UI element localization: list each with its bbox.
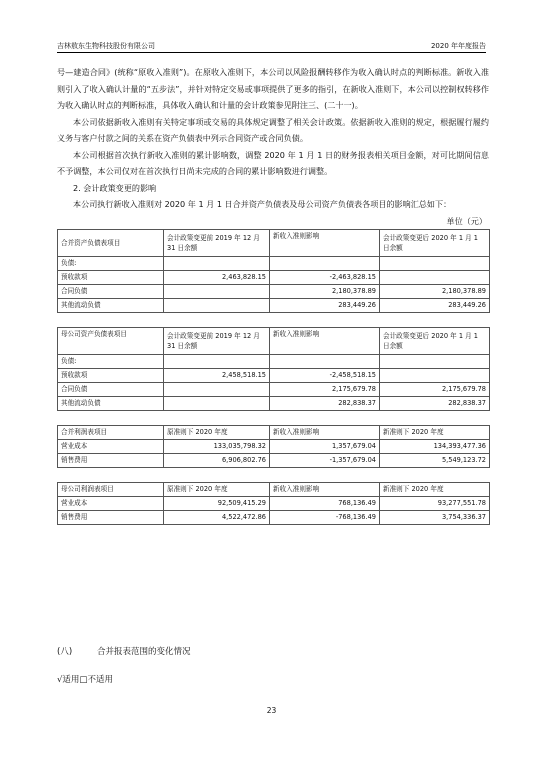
table-cell: 2,463,828.15	[164, 270, 270, 284]
table-row	[58, 396, 490, 410]
section-heading	[57, 645, 191, 657]
unit-label: 单位（元）	[446, 215, 487, 226]
table-row	[58, 439, 490, 453]
table-header-cell: 新收入准则影响	[270, 482, 380, 496]
table-cell: -1,357,679.04	[270, 453, 380, 467]
applicability-line: √适用□不适用	[57, 675, 113, 685]
table-header-cell: 会计政策变更前 2019 年 12 月 31 日余额	[164, 327, 270, 354]
table-row	[58, 354, 490, 368]
table-cell: 3,754,336.37	[380, 510, 490, 524]
parent-income-statement-table	[57, 482, 490, 525]
table-cell: -768,136.49	[270, 510, 380, 524]
table-cell	[380, 270, 490, 284]
table-header-cell: 新收入准则影响	[270, 327, 380, 354]
table-header-cell: 会计政策变更前 2019 年 12 月 31 日余额	[164, 229, 270, 256]
table-cell: 2,180,378.89	[270, 284, 380, 298]
page-number: 23	[266, 706, 277, 715]
table-cell	[380, 354, 490, 368]
intro-paragraph: 本公司执行新收入准则对 2020 年 1 月 1 日合并资产负债表及母公司资产负债表各项目的影响汇总如下：	[73, 199, 452, 209]
table-cell: -2,463,828.15	[270, 270, 380, 284]
table-cell: 营业成本	[58, 439, 164, 453]
table-cell: 93,277,551.78	[380, 496, 490, 510]
table-header-row	[58, 425, 490, 439]
table-header-cell: 会计政策变更后 2020 年 1 月 1 日余额	[380, 229, 490, 256]
table-header-cell: 原准则下 2020 年度	[164, 482, 270, 496]
table-header-row	[58, 327, 490, 354]
table-cell: 预收款项	[58, 368, 164, 382]
table-header-cell: 新收入准则影响	[270, 229, 380, 256]
consolidated-balance-sheet-table	[57, 229, 490, 313]
table-cell	[164, 256, 270, 270]
table-row	[58, 382, 490, 396]
table-cell	[380, 256, 490, 270]
table-cell: 283,449.26	[270, 298, 380, 312]
section-number: (八)	[57, 647, 73, 657]
paragraph: 本公司根据首次执行新收入准则的累计影响数，调整 2020 年 1 月 1 日的财务报表相关项目金额，对可比期间信息不予调整，本公司仅对在首次执行日尚未完成的合同的累计影响数进行调整。	[57, 149, 489, 176]
table-cell	[164, 284, 270, 298]
table-cell: 282,838.37	[380, 396, 490, 410]
table-cell: 2,180,378.89	[380, 284, 490, 298]
table-cell: 134,393,477.36	[380, 439, 490, 453]
table-cell: 合同负债	[58, 284, 164, 298]
table-header-cell: 合并资产负债表项目	[58, 229, 164, 256]
table-cell: 其他流动负债	[58, 396, 164, 410]
table-cell	[164, 354, 270, 368]
page-header	[57, 38, 486, 53]
table-header-cell: 原准则下 2020 年度	[164, 425, 270, 439]
table-row	[58, 270, 490, 284]
main-content	[57, 64, 489, 525]
table-cell: 营业成本	[58, 496, 164, 510]
report-title: 2020 年年度报告	[430, 42, 486, 50]
table-cell: 6,906,802.76	[164, 453, 270, 467]
consolidated-income-statement-table	[57, 425, 490, 468]
table-header-cell: 母公司资产负债表项目	[58, 327, 164, 354]
table-cell	[380, 368, 490, 382]
table-cell: 销售费用	[58, 510, 164, 524]
paragraph: 号—建造合同》(统称“原收入准则”)。在原收入准则下，本公司以风险报酬转移作为收入确认时点的判断标准。新收入准则引入了收入确认计量的“五步法”，并针对特定交易或事项提供了更多的指引，在新收入准则下，本公司以控制权转移作为收入确认时点的判断标准，具体收入确认和计量的会计政策参见附注三、(二十一)。	[57, 67, 489, 110]
table-cell: 282,838.37	[270, 396, 380, 410]
table-header-cell: 母公司利润表项目	[58, 482, 164, 496]
table-header-row	[58, 482, 490, 496]
table-row	[58, 256, 490, 270]
table-header-cell: 会计政策变更后 2020 年 1 月 1 日余额	[380, 327, 490, 354]
table-row	[58, 496, 490, 510]
table-header-row	[58, 229, 490, 256]
table-cell	[164, 298, 270, 312]
table-cell: 其他流动负债	[58, 298, 164, 312]
company-name: 吉林敖东生物科技股份有限公司	[57, 42, 155, 50]
table-cell: 283,449.26	[380, 298, 490, 312]
paragraph: 本公司依据新收入准则有关特定事项或交易的具体规定调整了相关会计政策。依据新收入准则的规定，根据履行履约义务与客户付款之间的关系在资产负债表中列示合同资产或合同负债。	[57, 116, 489, 143]
table-cell: 92,509,415.29	[164, 496, 270, 510]
table-header-cell: 合并利润表项目	[58, 425, 164, 439]
table-row	[58, 368, 490, 382]
table-cell: 销售费用	[58, 453, 164, 467]
table-row	[58, 453, 490, 467]
table-cell: 负债:	[58, 354, 164, 368]
table-cell	[270, 256, 380, 270]
table-row	[58, 284, 490, 298]
parent-balance-sheet-table	[57, 327, 490, 411]
table-cell: 预收款项	[58, 270, 164, 284]
table-cell: 133,035,798.32	[164, 439, 270, 453]
table-cell: 1,357,679.04	[270, 439, 380, 453]
table-cell: 2,175,679.78	[380, 382, 490, 396]
table-cell: 4,522,472.86	[164, 510, 270, 524]
table-cell: 5,549,123.72	[380, 453, 490, 467]
table-header-cell: 新收入准则影响	[270, 425, 380, 439]
table-cell: 合同负债	[58, 382, 164, 396]
table-header-cell: 新准则下 2020 年度	[380, 482, 490, 496]
section-title: 合并报表范围的变化情况	[97, 647, 191, 657]
table-cell	[270, 354, 380, 368]
table-cell: 2,175,679.78	[270, 382, 380, 396]
table-cell: 2,458,518.15	[164, 368, 270, 382]
table-row	[58, 298, 490, 312]
table-cell: 768,136.49	[270, 496, 380, 510]
table-row	[58, 510, 490, 524]
table-cell	[164, 382, 270, 396]
table-cell: -2,458,518.15	[270, 368, 380, 382]
table-cell	[164, 396, 270, 410]
subheading: 2. 会计政策变更的影响	[73, 182, 157, 193]
table-header-cell: 新准则下 2020 年度	[380, 425, 490, 439]
table-cell: 负债:	[58, 256, 164, 270]
